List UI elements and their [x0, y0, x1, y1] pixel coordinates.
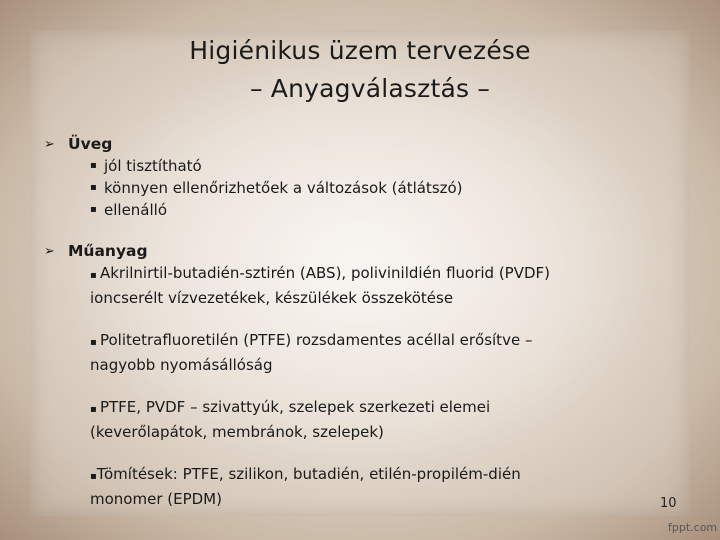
list-item: ▪ Politetrafluoretilén (PTFE) rozsdamentes acéllal erősítve – nagyobb nyomásállóság	[90, 331, 533, 374]
list-item: ▪ PTFE, PVDF – szivattyúk, szelepek szerkezeti elemei (keverőlapátok, membránok, szelepek)	[90, 398, 491, 441]
list-item: ▪ ellenálló	[90, 201, 168, 219]
square-bullet-icon: ▪	[90, 337, 100, 348]
slide-title: Higiénikus üzem tervezése	[189, 36, 531, 65]
list-item: ▪ könnyen ellenőrizhetőek a változások (átlátszó)	[90, 179, 463, 197]
square-bullet-icon: ▪	[90, 160, 97, 171]
page-number: 10	[660, 496, 677, 511]
heading-text: Üveg	[68, 135, 113, 153]
arrowhead-bullet-icon: ➢	[44, 137, 55, 152]
arrowhead-bullet-icon: ➢	[44, 244, 55, 259]
slide-subtitle: – Anyagválasztás –	[249, 74, 491, 103]
heading-text: Műanyag	[68, 242, 148, 260]
section-heading-plastic	[44, 241, 644, 262]
square-bullet-icon: ▪	[90, 270, 100, 281]
watermark: fppt.com	[668, 521, 718, 534]
list-item: ▪Tömítések: PTFE, szilikon, butadién, etilén-propilém-dién monomer (EPDM)	[90, 465, 521, 508]
square-bullet-icon: ▪	[90, 404, 100, 415]
slide-body	[44, 134, 644, 510]
list-item: ▪ Akrilnirtil-butadién-sztirén (ABS), polivinildién fluorid (PVDF) ioncserélt vízvezetékek, készülékek összekötése	[90, 264, 551, 307]
square-bullet-icon: ▪	[90, 471, 97, 482]
section-heading-glass	[44, 134, 644, 155]
list-item: ▪ jól tisztítható	[90, 157, 202, 175]
square-bullet-icon: ▪	[90, 204, 97, 215]
square-bullet-icon: ▪	[90, 182, 97, 193]
